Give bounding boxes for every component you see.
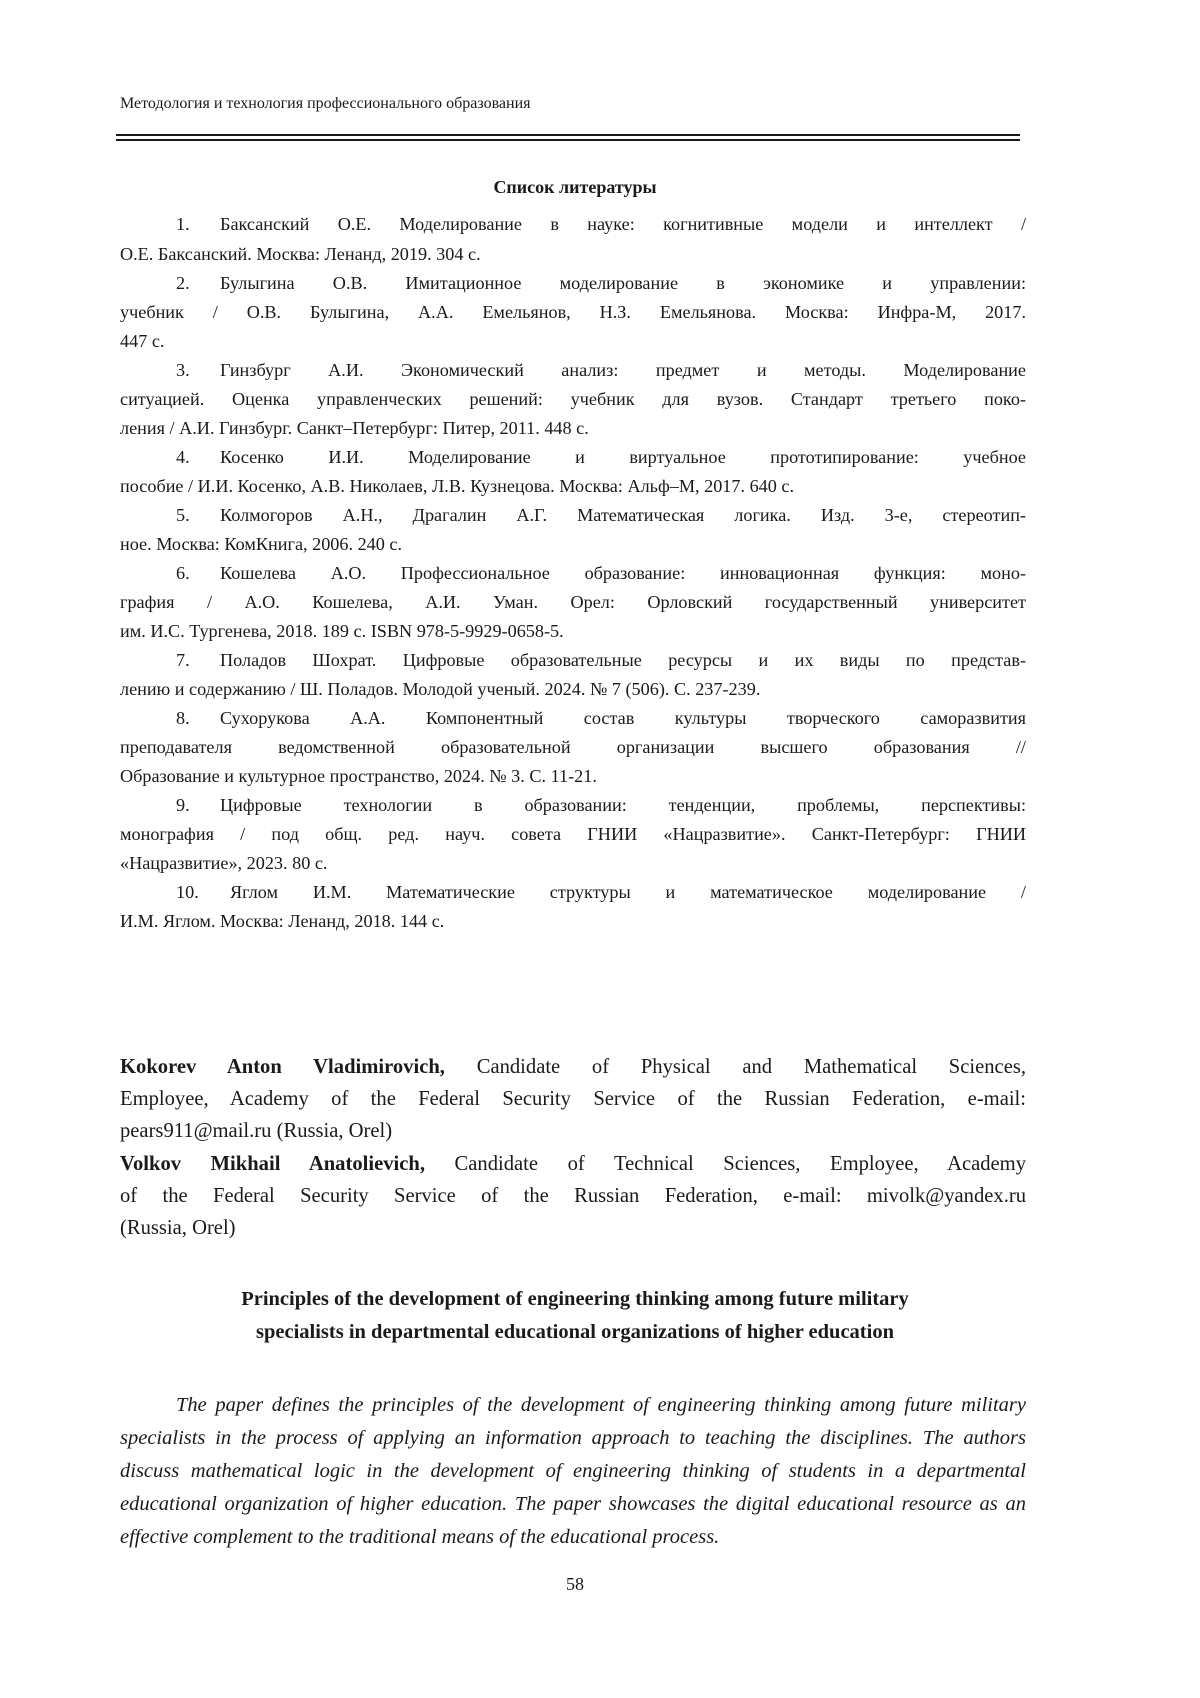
bib-entry-number: 1. xyxy=(176,214,190,234)
abstract-line: specialists in the process of applying an information approach to teaching the disciplines. The authors xyxy=(120,1427,1026,1449)
author-name: Volkov Mikhail Anatolievich, xyxy=(120,1153,425,1175)
bib-entry-line: преподавателя ведомственной образовательной организации высшего образования // xyxy=(120,737,1026,757)
bib-entry-number: 4. xyxy=(176,447,190,467)
bib-entry-line: учебник / О.В. Булыгина, А.А. Емельянов, Н.З. Емельянова. Москва: Инфра-М, 2017. xyxy=(120,302,1026,322)
bib-entry-line: 447 с. xyxy=(120,331,165,351)
bib-entry-line: ления / А.И. Гинзбург. Санкт–Петербург: Питер, 2011. 448 с. xyxy=(120,418,589,438)
bib-entry-line: монография / под общ. ред. науч. совета ГНИИ «Нацразвитие». Санкт-Петербург: ГНИИ xyxy=(120,824,1026,844)
bib-entry-number: 9. xyxy=(176,795,190,815)
bib-entry-line: 9. Цифровые технологии в образовании: тенденции, проблемы, перспективы: xyxy=(176,790,1026,820)
page-number: 58 xyxy=(566,1574,584,1594)
bib-entry-line: 4. Косенко И.И. Моделирование и виртуальное прототипирование: учебное xyxy=(176,442,1026,472)
bib-entry-line: графия / А.О. Кошелева, А.И. Уман. Орел: Орловский государственный университет xyxy=(120,592,1026,612)
bib-entry-line: лению и содержанию / Ш. Поладов. Молодой ученый. 2024. № 7 (506). С. 237-239. xyxy=(120,679,761,699)
bib-entry-line: И.М. Яглом. Москва: Ленанд, 2018. 144 с. xyxy=(120,911,445,931)
bib-entry-line: 6. Кошелева А.О. Профессиональное образование: инновационная функция: моно- xyxy=(176,558,1026,588)
bib-entry-line: 5. Колмогоров А.Н., Драгалин А.Г. Математическая логика. Изд. 3-е, стереотип- xyxy=(176,500,1026,530)
bib-entry-line: ситуацией. Оценка управленческих решений: учебник для вузов. Стандарт третьего поко- xyxy=(120,389,1026,409)
bib-entry-line: 7. Поладов Шохрат. Цифровые образовательные ресурсы и их виды по представ- xyxy=(176,645,1026,675)
running-header: Методология и технология профессионального образования xyxy=(120,95,531,112)
bib-entry-line: О.Е. Баксанский. Москва: Ленанд, 2019. 304 с. xyxy=(120,244,481,264)
bib-entry-line: им. И.С. Тургенева, 2018. 189 с. ISBN 978-5-9929-0658-5. xyxy=(120,621,564,641)
author-info-line: Volkov Mikhail Anatolievich, Candidate of Technical Sciences, Employee, Academy xyxy=(120,1153,1026,1175)
bib-entry-number: 7. xyxy=(176,650,190,670)
abstract-line: effective complement to the traditional means of the educational process. xyxy=(120,1526,720,1548)
bib-entry-number: 10. xyxy=(176,882,199,902)
header-rule-top xyxy=(116,134,1020,136)
author-info-line: Employee, Academy of the Federal Security Service of the Russian Federation, e-mail: xyxy=(120,1088,1026,1110)
bib-entry-line: Образование и культурное пространство, 2024. № 3. С. 11-21. xyxy=(120,766,597,786)
author-info-line: pears911@mail.ru (Russia, Orel) xyxy=(120,1120,393,1142)
article-title-en: Principles of the development of engineering thinking among future military xyxy=(241,1288,909,1310)
bib-entry-line: ное. Москва: КомКнига, 2006. 240 с. xyxy=(120,534,403,554)
abstract-line: discuss mathematical logic in the development of engineering thinking of students in a departmental xyxy=(120,1460,1026,1482)
bib-entry-line: 10. Яглом И.М. Математические структуры и математическое моделирование / xyxy=(176,877,1026,907)
bib-entry-line: пособие / И.И. Косенко, А.В. Николаев, Л.В. Кузнецова. Москва: Альф–М, 2017. 640 с. xyxy=(120,476,795,496)
author-info-line: (Russia, Orel) xyxy=(120,1217,236,1239)
header-rule-bottom xyxy=(116,139,1020,141)
bib-entry-line: 3. Гинзбург А.И. Экономический анализ: предмет и методы. Моделирование xyxy=(176,355,1026,385)
bib-entry-number: 6. xyxy=(176,563,190,583)
bib-entry-number: 3. xyxy=(176,360,190,380)
bib-entry-number: 8. xyxy=(176,708,190,728)
bib-entry-number: 5. xyxy=(176,505,190,525)
bib-entry-number: 2. xyxy=(176,273,190,293)
abstract-line: The paper defines the principles of the development of engineering thinking among future military xyxy=(176,1394,1026,1416)
bib-entry-line: 2. Булыгина О.В. Имитационное моделирование в экономике и управлении: xyxy=(176,268,1026,298)
bib-entry-line: 8. Сухорукова А.А. Компонентный состав культуры творческого саморазвития xyxy=(176,703,1026,733)
bib-entry-line: 1. Баксанский О.Е. Моделирование в науке: когнитивные модели и интеллект / xyxy=(176,209,1026,239)
bib-entry-line: «Нацразвитие», 2023. 80 с. xyxy=(120,853,328,873)
article-title-en: specialists in departmental educational organizations of higher education xyxy=(256,1321,894,1343)
author-name: Kokorev Anton Vladimirovich, xyxy=(120,1056,445,1078)
abstract-line: educational organization of higher education. The paper showcases the digital educational resource as an xyxy=(120,1493,1026,1515)
bibliography-title: Список литературы xyxy=(493,177,657,197)
author-info-line: of the Federal Security Service of the Russian Federation, e-mail: mivolk@yandex.ru xyxy=(120,1185,1026,1207)
author-info-line: Kokorev Anton Vladimirovich, Candidate of Physical and Mathematical Sciences, xyxy=(120,1056,1026,1078)
